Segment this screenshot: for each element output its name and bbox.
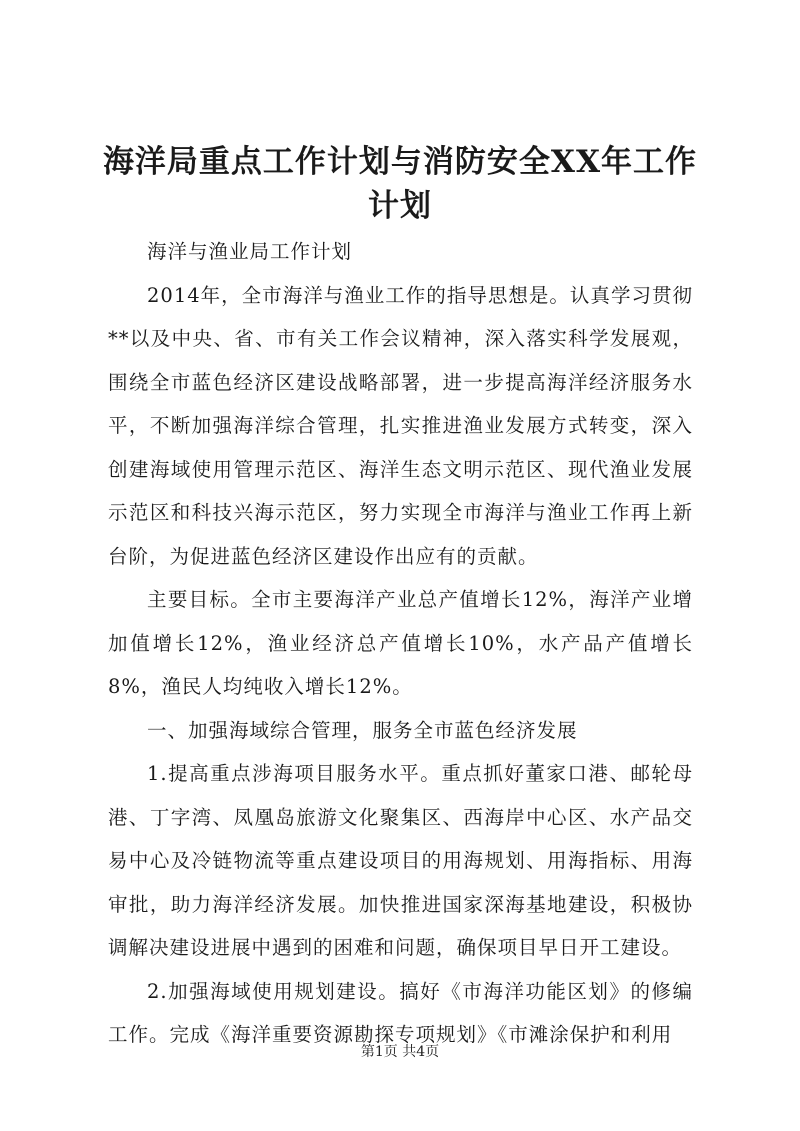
paragraph-main-goals: 主要目标。全市主要海洋产业总产值增长12%，海洋产业增加值增长12%，渔业经济总产值增长10%，水产品产值增长8%，渔民人均纯收入增长12%。 <box>108 588 693 698</box>
paragraph-guiding-thought: 2014年，全市海洋与渔业工作的指导思想是。认真学习贯彻**以及中央、省、市有关工作会议精神，深入落实科学发展观，围绕全市蓝色经济区建设战略部署，进一步提高海洋经济服务水平，不断加强海洋综合管理，扎实推进渔业发展方式转变，深入创建海域使用管理示范区、海洋生态文明示范区、现代渔业发展示范区和科技兴海示范区，努力实现全市海洋与渔业工作再上新台阶，为促进蓝色经济区建设作出应有的贡献。 <box>108 283 693 568</box>
document-body <box>108 230 693 1057</box>
page-number: 第1页 共4页 <box>360 1044 440 1060</box>
paragraph-item-2: 2.加强海域使用规划建设。搞好《市海洋功能区划》的修编工作。完成《海洋重要资源勘探专项规划》《市滩涂保护和利用 <box>108 979 693 1046</box>
paragraph-subtitle: 海洋与渔业局工作计划 <box>147 240 353 263</box>
section-heading-1: 一、加强海域综合管理，服务全市蓝色经济发展 <box>147 718 578 742</box>
paragraph-item-1: 1.提高重点涉海项目服务水平。重点抓好董家口港、邮轮母港、丁字湾、凤凰岛旅游文化聚集区、西海岸中心区、水产品交易中心及冷链物流等重点建设项目的用海规划、用海指标、用海审批，助力海洋经济发展。加快推进国家深海基地建设，积极协调解决建设进展中遇到的困难和问题，确保项目早日开工建设。 <box>108 762 693 959</box>
document-title: 海洋局重点工作计划与消防安全XX年工作计划 <box>102 144 698 224</box>
